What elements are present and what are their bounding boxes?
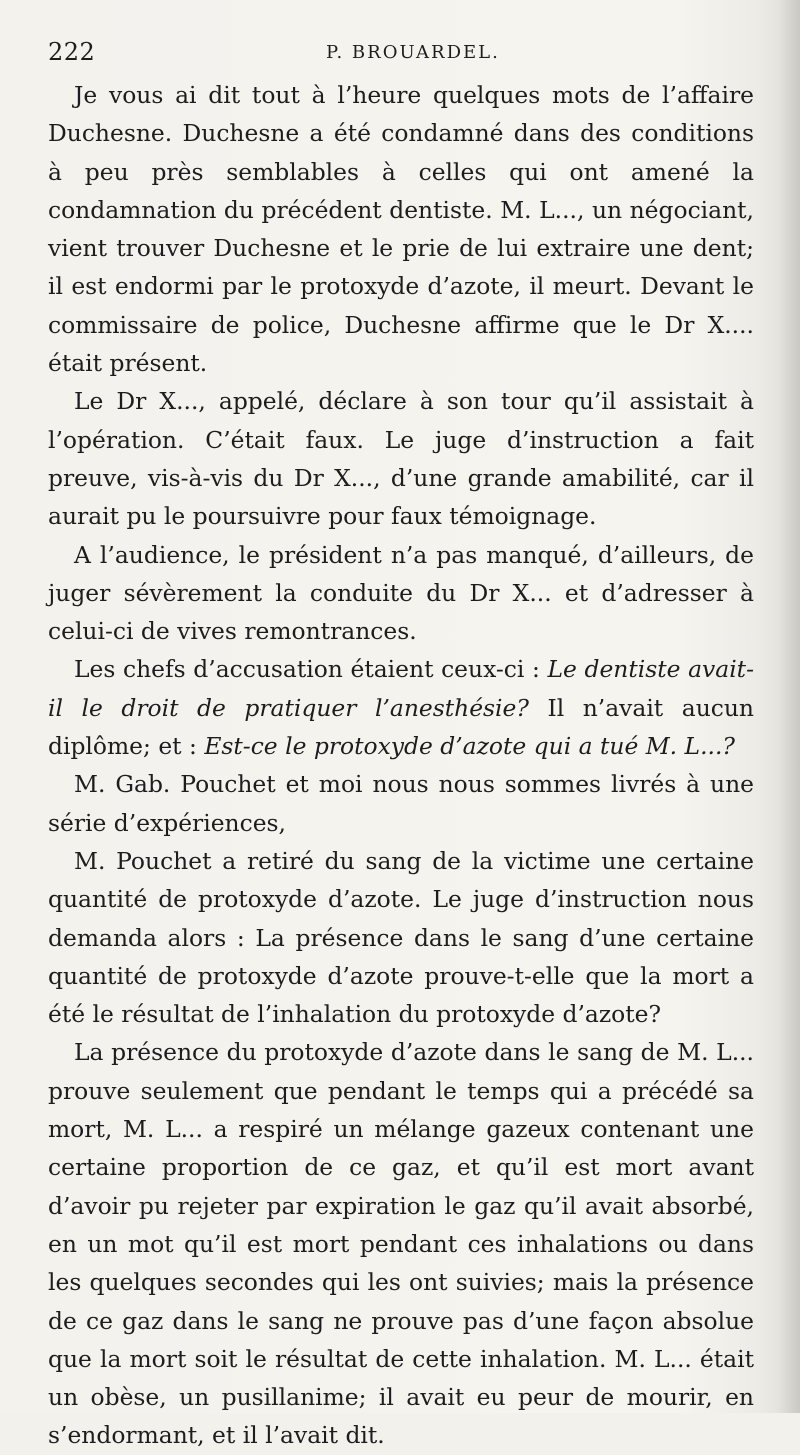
- paragraph-accusation: [48, 650, 754, 765]
- paragraph: A l’audience, le président n’a pas manqué, d’ailleurs, de juger sévèrement la conduite du Dr X... et d’adresser à celui-ci de vives remontrances.: [48, 540, 754, 646]
- running-head: P. BROUARDEL.: [326, 42, 500, 63]
- paragraph: M. Gab. Pouchet et moi nous nous sommes livrés à une série d’expériences,: [48, 770, 754, 837]
- italic-question-2: Est-ce le protoxyde d’azote qui a tué M. L...?: [204, 732, 735, 761]
- paragraph: La présence du protoxyde d’azote dans le sang de M. L... prouve seulement que pendant le temps qui a précédé sa mort, M. L... a respiré un mélange gazeux contenant une certaine proportion de ce gaz, et qu’il est mort avant d’avoir pu rejeter par expiration le gaz qu’il avait absorbé, en un mot qu’il est mort pendant ces inhalations ou dans les quelques secondes qui les ont suivies; mais la présence de ce gaz dans le sang ne prouve pas d’une façon absolue que la mort soit le résultat de cette inhalation. M. L... était un obèse, un pusillanime; il avait eu peur de mourir, en s’endormant, et il l’avait dit.: [48, 1038, 754, 1450]
- page-number: 222: [48, 38, 96, 66]
- page-edge-shadow: [778, 0, 800, 1413]
- body-text: [48, 76, 754, 1455]
- italic-question-1: Le dentiste avait-il le droit de pratiquer l’anesthésie?: [48, 655, 754, 722]
- page-header: [48, 38, 760, 68]
- paragraph: M. Pouchet a retiré du sang de la victime une certaine quantité de protoxyde d’azote. Le juge d’instruction nous demanda alors : La présence dans le sang d’une certaine quantité de protoxyde d’azote prouve-t-elle que la mort a été le résultat de l’inhalation du protoxyde d’azote?: [48, 846, 754, 1029]
- text-segment: Les chefs d’accusation étaient ceux-ci :: [74, 655, 548, 684]
- text-segment: Il n’avait aucun diplôme; et :: [48, 693, 754, 761]
- paragraph: Le Dr X..., appelé, déclare à son tour qu’il assistait à l’opération. C’était faux. Le juge d’instruction a fait preuve, vis-à-vis du Dr X..., d’une grande amabilité, car il aurait pu le poursuivre pour faux témoignage.: [48, 387, 754, 531]
- paragraph: Je vous ai dit tout à l’heure quelques mots de l’affaire Duchesne. Duchesne a été condamné dans des conditions à peu près semblables à celles qui ont amené la condamnation du précédent dentiste. M. L..., un négociant, vient trouver Duchesne et le prie de lui extraire une dent; il est endormi par le protoxyde d’azote, il meurt. Devant le commissaire de police, Duchesne affirme que le Dr X.... était présent.: [48, 81, 754, 378]
